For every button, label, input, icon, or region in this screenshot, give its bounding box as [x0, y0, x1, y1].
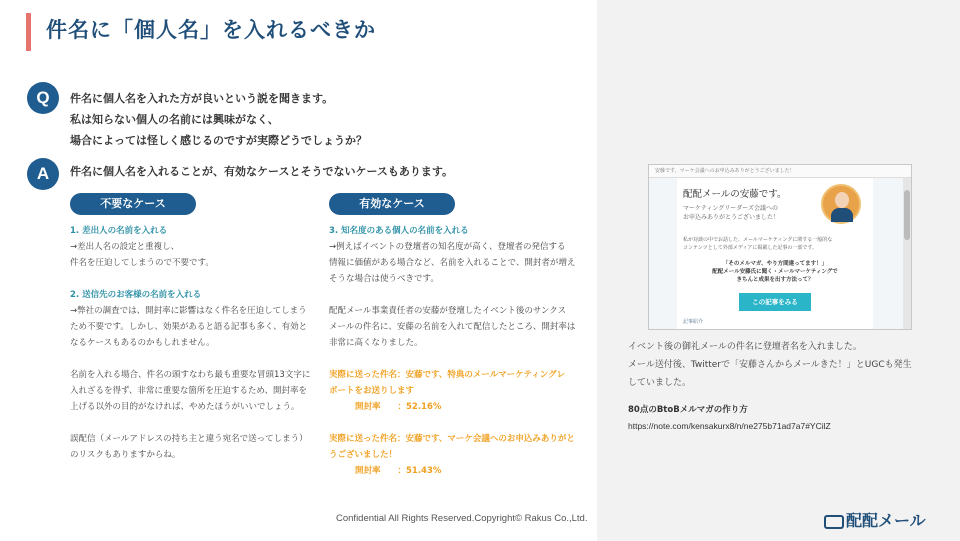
case-text: メールの件名に、安藤の名前を入れて配信したところ、開封率は: [329, 322, 576, 332]
case-text: →例えばイベントの登壇者の知名度が高く、登壇者の発信する: [329, 242, 566, 252]
email-article-title: 「そのメルマガ、やり方間違ってます！」 配配メール安藤氏に聞く・メールマーケティングで きちんと成果を出す方法って？: [712, 261, 838, 283]
case-text: 名前を入れる場合、件名の頭すなわち最も重要な冒頭13文字に: [70, 370, 311, 380]
case-heading: 1. 差出人の名前を入れる: [70, 226, 168, 236]
example-subject: 実際に送った件名：安藤です、マーケ会議へのお申込みありがと: [329, 434, 575, 444]
case-text: のリスクもありますからね。: [70, 450, 181, 460]
case-text: →差出人名の設定と重複し、: [70, 242, 180, 252]
example-subject: 実際に送った件名：安藤です、特典のメールマーケティングレ: [329, 370, 566, 380]
case-text: ため不要です。しかし、効果があると語る記事も多く、有効と: [70, 322, 308, 332]
case-text: 入れざるを得ず、非常に重要な箇所を圧迫するため、開封率を: [70, 386, 307, 396]
email-greeting: 配配メールの安藤です。: [683, 189, 787, 200]
case-text: そうな場合は使うべきです。: [329, 274, 439, 284]
view-article-button[interactable]: この記事をみる: [739, 293, 811, 311]
effective-case-column: [329, 223, 579, 479]
example-subject: うございました！: [329, 450, 398, 460]
effective-case-label: 有効なケース: [329, 193, 455, 215]
case-heading: 2. 送信先のお客様の名前を入れる: [70, 290, 202, 300]
copyright-footer: Confidential All Rights Reserved.Copyright© Rakus Co.,Ltd.: [336, 513, 588, 524]
question-text: [70, 88, 367, 151]
question-badge: Q: [27, 82, 59, 114]
example-subject: ポートをお送りします: [329, 386, 415, 396]
case-text: →弊社の調査では、開封率に影響はなく件名を圧迫してしまう: [70, 306, 307, 316]
question-line: 件名に個人名を入れた方が良いという説を聞きます。: [70, 92, 334, 105]
email-subheading: マーケティングリーダーズ会議への お申込みありがとうございました！: [683, 205, 780, 221]
answer-badge: A: [27, 158, 59, 190]
scrollbar[interactable]: [903, 178, 911, 329]
case-text: 誤配信（メールアドレスの持ち主と違う宛名で送ってしまう）: [70, 434, 308, 444]
case-text: 情報に価値がある場合など、名前を入れることで、開封者が増え: [329, 258, 576, 268]
scrollbar-thumb[interactable]: [904, 190, 910, 240]
case-text: 上げる以外の目的がなければ、やめたほうがいいでしょう。: [70, 402, 300, 412]
case-text: 非常に高くなりました。: [329, 338, 423, 348]
open-rate: 開封率 ：51.43%: [355, 466, 442, 476]
open-rate: 開封率 ：52.16%: [355, 402, 442, 412]
email-footer-text: 記事紹介: [683, 319, 704, 325]
avatar: [821, 184, 861, 224]
email-paragraph: 私が対談の中でお話した、メールマーケティングに関する一般的な コンテンツとして外部メディアに掲載した記事の一部です。: [683, 237, 833, 251]
question-line: 私は知らない個人の名前には興味がなく、: [70, 113, 279, 126]
page-title: 件名に「個人名」を入れるべきか: [46, 18, 376, 42]
question-line: 場合によっては怪しく感じるのですが実際どうでしょうか？: [70, 134, 367, 147]
screenshot-caption: イベント後の御礼メールの件名に登壇者名を入れました。 メール送付後、Twitterで「安藤さんからメールきた！」とUGCも発生 していました。: [628, 342, 912, 388]
answer-text: 件名に個人名を入れることが、有効なケースとそうでないケースもあります。: [70, 165, 454, 178]
case-text: なるケースもあるのかもしれません。: [70, 338, 215, 348]
brand-logo: 配配メール: [824, 508, 926, 531]
title-accent-bar: [26, 13, 31, 51]
reference-link[interactable]: https://note.com/kensakurx8/n/ne275b71ad7a7#YCilZ: [628, 421, 831, 431]
unnecessary-case-column: [70, 223, 320, 463]
case-heading: 3. 知名度のある個人の名前を入れる: [329, 226, 469, 236]
email-body: [677, 180, 873, 328]
email-screenshot: [648, 164, 912, 330]
email-subject-bar: 安藤です、マーケ会議へのお申込みありがとうございました！: [649, 165, 911, 178]
unnecessary-case-label: 不要なケース: [70, 193, 196, 215]
reference-title: 80点のBtoBメルマガの作り方: [628, 405, 748, 415]
case-text: 配配メール事業責任者の安藤が登壇したイベント後のサンクス: [329, 306, 567, 316]
case-text: 件名を圧迫してしまうので不要です。: [70, 258, 214, 268]
mail-icon: [824, 515, 844, 529]
